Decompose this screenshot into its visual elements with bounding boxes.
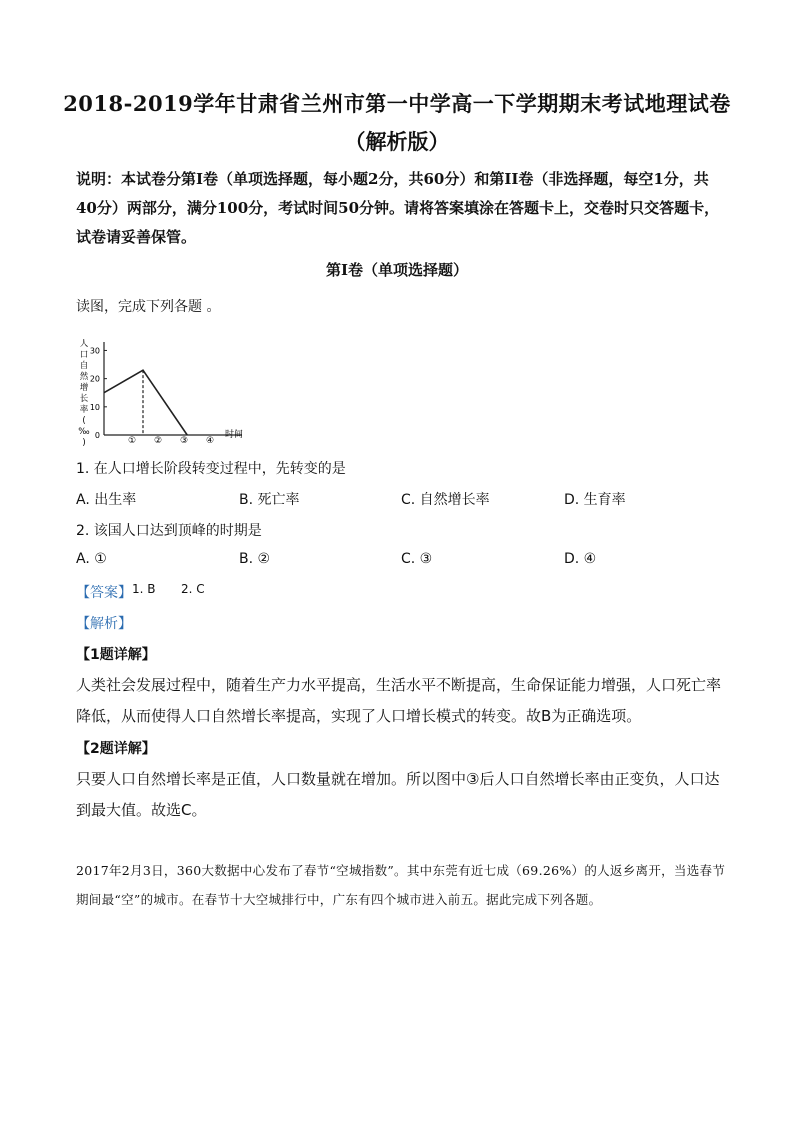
ylabel-char: 增 [79, 383, 89, 393]
document-subtitle: （解析版） [344, 129, 450, 154]
chart-ylabel [78, 338, 89, 446]
x-tick-label: ③ [179, 436, 189, 446]
q1-option-c: C. 自然增长率 [401, 492, 490, 508]
y-tick-label: 20 [89, 374, 100, 384]
growth-rate-chart [76, 336, 246, 446]
x-tick-label: ④ [205, 436, 215, 446]
ylabel-char: ‰ [78, 427, 90, 437]
x-tick-label: ① [127, 436, 137, 446]
ylabel-char: 然 [79, 372, 89, 382]
detail2-label: 【2题详解】 [76, 741, 156, 757]
q2-option-b: B. ② [239, 551, 271, 567]
section-title: 第I卷（单项选择题） [325, 261, 469, 279]
q1-option-d: D. 生育率 [564, 492, 626, 508]
answer-label: 【答案】 [76, 585, 132, 601]
ylabel-char: 人 [79, 339, 89, 349]
exam-instructions: 说明：本试卷分第I卷（单项选择题，每小题2分，共60分）和第II卷（非选择题，每空1分，共40分）两部分，满分100分，考试时间50分钟。请将答案填涂在答题卡上，交卷时只交答题卡，试卷请妥善保管。 [76, 170, 720, 246]
detail1-label: 【1题详解】 [76, 647, 156, 663]
ylabel-char: ) [82, 438, 86, 446]
q2-option-d: D. ④ [564, 551, 597, 567]
y-tick-label: 0 [94, 431, 100, 440]
y-tick-label: 30 [89, 346, 100, 356]
answer-q1: 1. B [132, 582, 156, 596]
q2-option-a: A. ① [76, 551, 107, 567]
ylabel-char: ( [82, 416, 86, 426]
ylabel-char: 长 [79, 394, 89, 404]
document-title: 2018-2019学年甘肃省兰州市第一中学高一下学期期末考试地理试卷 [63, 91, 731, 116]
growth-rate-line [104, 370, 187, 435]
analysis-label: 【解析】 [76, 616, 132, 632]
answer-q2: 2. C [181, 582, 205, 596]
x-tick-label: ② [153, 436, 163, 446]
ylabel-char: 自 [79, 361, 89, 371]
next-question-intro: 2017年2月3日，360大数据中心发布了春节“空城指数”。其中东莞有近七成（69.26%）的人返乡离开，当选春节期间最“空”的城市。在春节十大空城排行中，广东有四个城市进入前五。据此完成下列各题。 [76, 863, 726, 907]
detail1-text: 人类社会发展过程中，随着生产力水平提高，生活水平不断提高，生命保证能力增强，人口死亡率降低，从而使得人口自然增长率提高，实现了人口增长模式的转变。故B为正确选项。 [76, 676, 722, 725]
ylabel-char: 率 [79, 405, 89, 415]
q1-option-a: A. 出生率 [76, 492, 137, 508]
y-tick-label: 10 [89, 402, 100, 412]
q1-stem: 1. 在人口增长阶段转变过程中，先转变的是 [76, 461, 346, 477]
q2-stem: 2. 该国人口达到顶峰的时期是 [76, 523, 262, 539]
q2-option-c: C. ③ [401, 551, 433, 567]
chart-xlabel: 时间 [225, 430, 244, 440]
ylabel-char: 口 [79, 350, 89, 360]
reading-instruction: 读图，完成下列各题 。 [76, 299, 221, 315]
detail2-text: 只要人口自然增长率是正值，人口数量就在增加。所以图中③后人口自然增长率由正变负，人口达到最大值。故选C。 [76, 770, 720, 819]
q1-option-b: B. 死亡率 [239, 492, 300, 508]
